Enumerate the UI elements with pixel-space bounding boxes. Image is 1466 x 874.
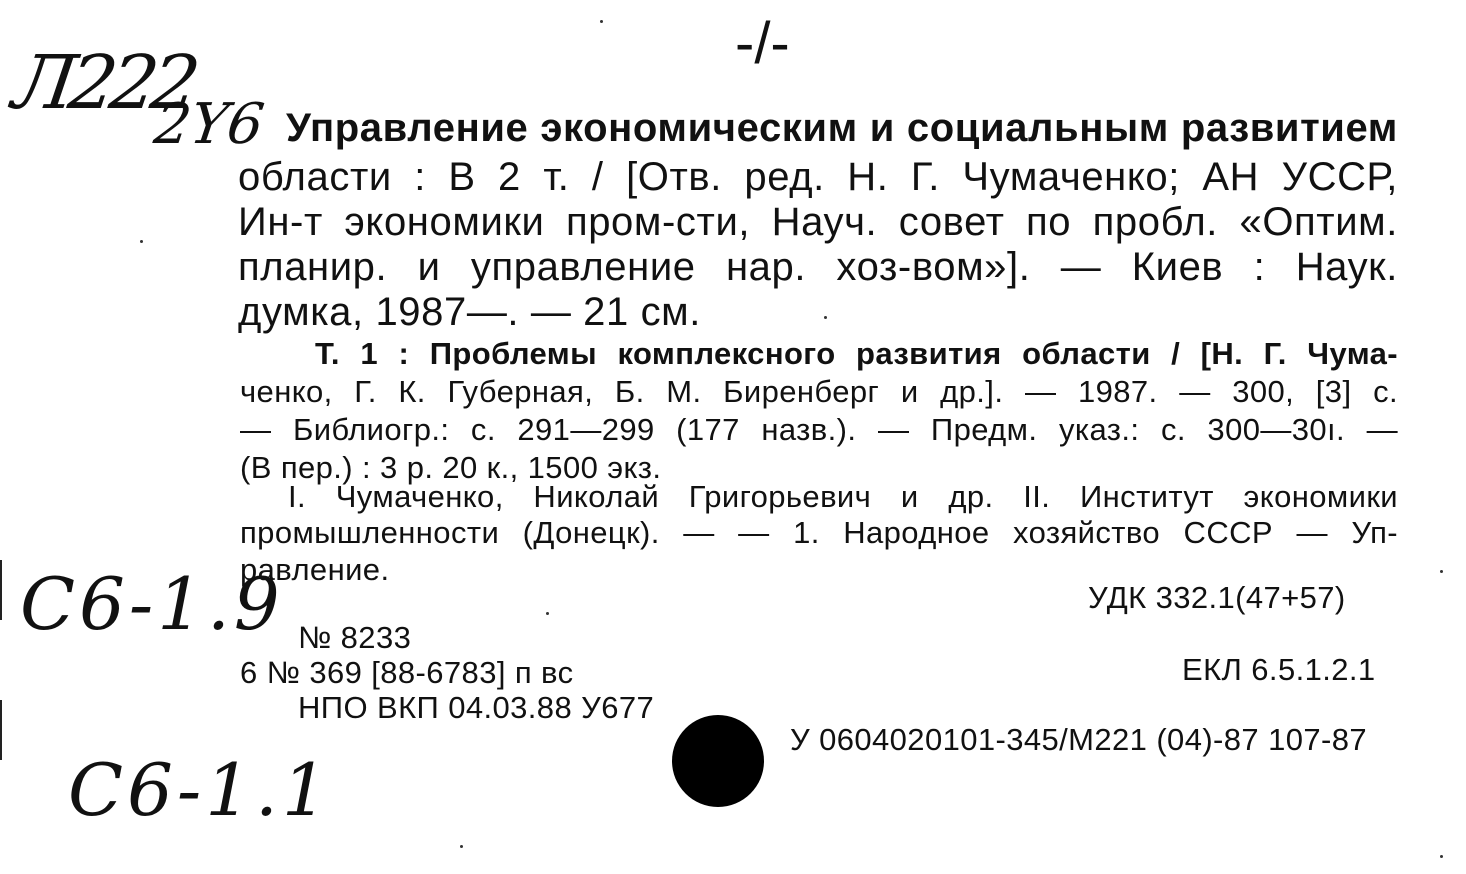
handwritten-cipher: 2Y6 [150,92,268,157]
order-number: 6 № 369 [88-6783] п вс [240,655,574,690]
edge-mark [0,700,2,760]
udc-code: УДК 332.1(47+57) [1088,580,1346,615]
speck [1440,570,1443,573]
speck [546,612,549,615]
handwritten-note-1: С6-1.9 [20,562,284,646]
speck [460,845,463,848]
printer-info: НПО ВКП 04.03.88 У677 [298,690,655,725]
main-entry-line: Управление экономическим и социальным развитием [286,106,1398,150]
speck [600,20,603,23]
speck [824,316,827,319]
main-entry-line: думка, 1987—. — 21 см. [238,290,701,334]
tracing-line: промышленности (Донецк). — — 1. Народное хозяйство СССР — Уп- [240,515,1398,550]
main-entry-line: планир. и управление нар. хоз-вом»]. — Киев : Наук. [238,245,1398,289]
handwritten-shelf-mark: Л222 [7,40,200,126]
tracing-line: I. Чумаченко, Николай Григорьевич и др. II. Институт экономики [288,479,1398,514]
card-punch-hole [672,715,764,807]
volume-entry-line: (В пер.) : 3 р. 20 к., 1500 экз. [240,450,662,485]
tracing-line: равление. [240,552,390,587]
speck [140,240,143,243]
handwritten-note-2: С6-1.1 [68,748,332,832]
record-number: № 8233 [298,620,412,655]
edge-mark [0,560,2,620]
volume-entry-line: Т. 1 : Проблемы комплексного развития области / [Н. Г. Чума- [315,336,1398,371]
main-entry-line: Ин-т экономики пром-сти, Науч. совет по пробл. «Оптим. [238,200,1398,244]
index-code: У 0604020101-345/М221 (04)-87 107-87 [790,722,1368,757]
ekl-code: ЕКЛ 6.5.1.2.1 [1182,652,1376,687]
main-entry-line: области : В 2 т. / [Отв. ред. Н. Г. Чумаченко; АН УССР, [238,155,1398,199]
volume-entry-line: ченко, Г. К. Губерная, Б. М. Биренберг и др.]. — 1987. — 300, [3] с. [240,374,1398,409]
speck [1440,855,1443,858]
volume-entry-line: — Библиогр.: с. 291—299 (177 назв.). — Предм. указ.: с. 300—30ı. — [240,412,1398,447]
page-mark: -/- [735,11,790,76]
